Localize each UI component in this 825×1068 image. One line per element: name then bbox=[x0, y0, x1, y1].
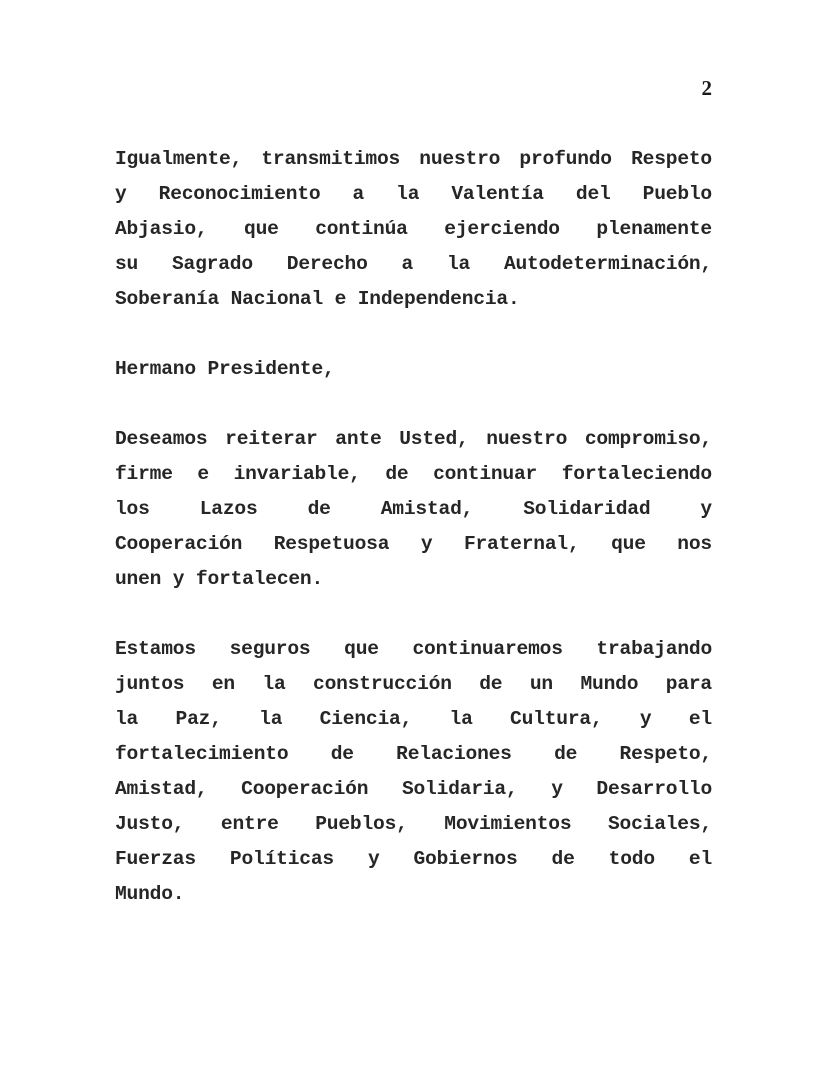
text-line: Fuerzas Políticas y Gobiernos de todo el bbox=[115, 848, 712, 870]
salutation-line: Hermano Presidente, bbox=[115, 358, 335, 380]
page-number: 2 bbox=[701, 76, 712, 100]
text-line: Mundo. bbox=[115, 883, 185, 905]
text-line: Cooperación Respetuosa y Fraternal, que nos bbox=[115, 533, 712, 555]
paragraph-solidarity bbox=[115, 142, 712, 317]
paragraph-commitment bbox=[115, 422, 712, 597]
text-line: juntos en la construcción de un Mundo para bbox=[115, 673, 712, 695]
text-line: fortalecimiento de Relaciones de Respeto, bbox=[115, 743, 712, 765]
text-line: los Lazos de Amistad, Solidaridad y bbox=[115, 498, 712, 520]
text-line: Abjasio, que continúa ejerciendo plenamente bbox=[115, 218, 712, 240]
text-line: Deseamos reiterar ante Usted, nuestro compromiso, bbox=[115, 428, 712, 450]
text-line: Amistad, Cooperación Solidaria, y Desarrollo bbox=[115, 778, 712, 800]
text-line: Igualmente, transmitimos nuestro profundo Respeto bbox=[115, 148, 712, 170]
paragraph-cooperation bbox=[115, 632, 712, 912]
text-line: la Paz, la Ciencia, la Cultura, y el bbox=[115, 708, 712, 730]
text-line: firme e invariable, de continuar fortaleciendo bbox=[115, 463, 712, 485]
text-line: Estamos seguros que continuaremos trabajando bbox=[115, 638, 712, 660]
paragraph-salutation bbox=[115, 352, 712, 387]
text-line: unen y fortalecen. bbox=[115, 568, 324, 590]
text-line: Justo, entre Pueblos, Movimientos Sociales, bbox=[115, 813, 712, 835]
letter-body bbox=[115, 142, 712, 947]
text-line: Soberanía Nacional e Independencia. bbox=[115, 288, 520, 310]
text-line: y Reconocimiento a la Valentía del Pueblo bbox=[115, 183, 712, 205]
text-line: su Sagrado Derecho a la Autodeterminación, bbox=[115, 253, 712, 275]
